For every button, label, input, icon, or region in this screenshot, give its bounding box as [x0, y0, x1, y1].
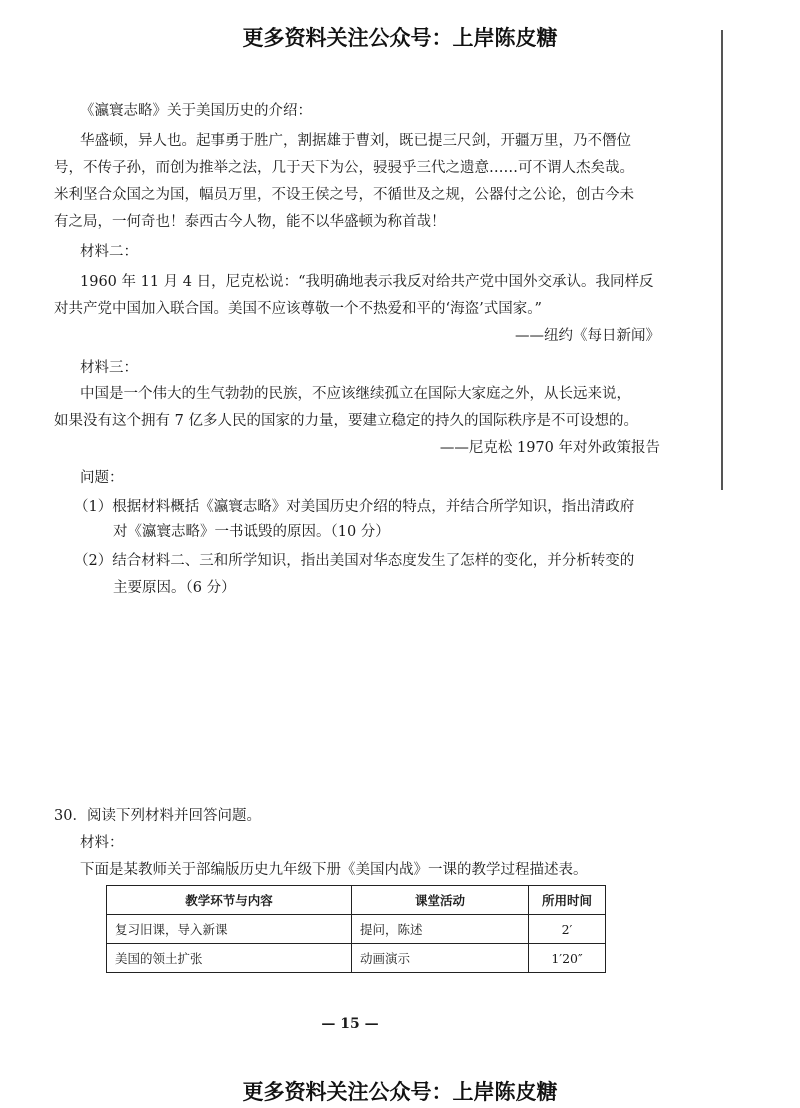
q30-material-label: 材料：	[80, 835, 124, 851]
table-row	[107, 944, 606, 973]
table-header: 所用时间	[529, 886, 606, 915]
teaching-process-table	[106, 885, 606, 973]
table-cell: 复习旧课，导入新课	[107, 915, 352, 944]
table-cell: 1′20″	[529, 944, 606, 973]
table-header: 课堂活动	[352, 886, 529, 915]
scan-edge-line	[721, 30, 723, 490]
material2-source: ——纽约《每日新闻》	[515, 328, 660, 344]
material1-line: 有之局，一何奇也！泰西古今人物，能不以华盛顿为称首哉！	[54, 214, 446, 230]
material2-line: 对共产党中国加入联合国。美国不应该尊敬一个不热爱和平的‘海盗’式国家。”	[54, 301, 542, 317]
footer-banner: 更多资料关注公众号：上岸陈皮糖	[242, 1080, 558, 1104]
question-1: （1）根据材料概括《瀛寰志略》对美国历史介绍的特点，并结合所学知识，指出清政府	[74, 499, 635, 515]
question-2: （2）结合材料二、三和所学知识，指出美国对华态度发生了怎样的变化，并分析转变的	[74, 553, 635, 569]
table-cell: 动画演示	[352, 944, 529, 973]
table-cell: 美国的领土扩张	[107, 944, 352, 973]
table-cell: 提问，陈述	[352, 915, 529, 944]
material3-line: 如果没有这个拥有 7 亿多人民的国家的力量，要建立稳定的持久的国际秩序是不可设想的。	[54, 413, 638, 429]
material1-line: 米利坚合众国之为国，幅员万里，不设王侯之号，不循世及之规，公器付之公论，创古今未	[54, 187, 634, 203]
material1-line: 华盛顿，异人也。起事勇于胜广，割据雄于曹刘，既已提三尺剑，开疆万里，乃不僭位	[80, 133, 631, 149]
header-banner: 更多资料关注公众号：上岸陈皮糖	[242, 26, 558, 50]
material3-line: 中国是一个伟大的生气勃勃的民族，不应该继续孤立在国际大家庭之外，从长远来说，	[80, 386, 631, 402]
material1-intro: 《瀛寰志略》关于美国历史的介绍：	[80, 103, 312, 119]
q30-heading: 30．阅读下列材料并回答问题。	[54, 808, 261, 824]
questions-label: 问题：	[80, 470, 124, 486]
q30-description: 下面是某教师关于部编版历史九年级下册《美国内战》一课的教学过程描述表。	[80, 862, 588, 878]
material2-label: 材料二：	[80, 244, 138, 260]
table-cell: 2′	[529, 915, 606, 944]
question-1-cont: 对《瀛寰志略》一书诋毁的原因。（10 分）	[113, 524, 390, 540]
table-row	[107, 915, 606, 944]
material2-line: 1960 年 11 月 4 日，尼克松说：“我明确地表示我反对给共产党中国外交承认。我同样反	[80, 274, 654, 290]
table-header: 教学环节与内容	[107, 886, 352, 915]
material3-source: ——尼克松 1970 年对外政策报告	[439, 440, 660, 456]
material3-label: 材料三：	[80, 360, 138, 376]
question-2-cont: 主要原因。（6 分）	[113, 580, 236, 596]
material1-line: 号，不传子孙，而创为推举之法，几于天下为公，骎骎乎三代之遗意……可不谓人杰矣哉。	[54, 160, 634, 176]
page-number: — 15 —	[321, 1016, 379, 1032]
table-header-row	[107, 886, 606, 915]
